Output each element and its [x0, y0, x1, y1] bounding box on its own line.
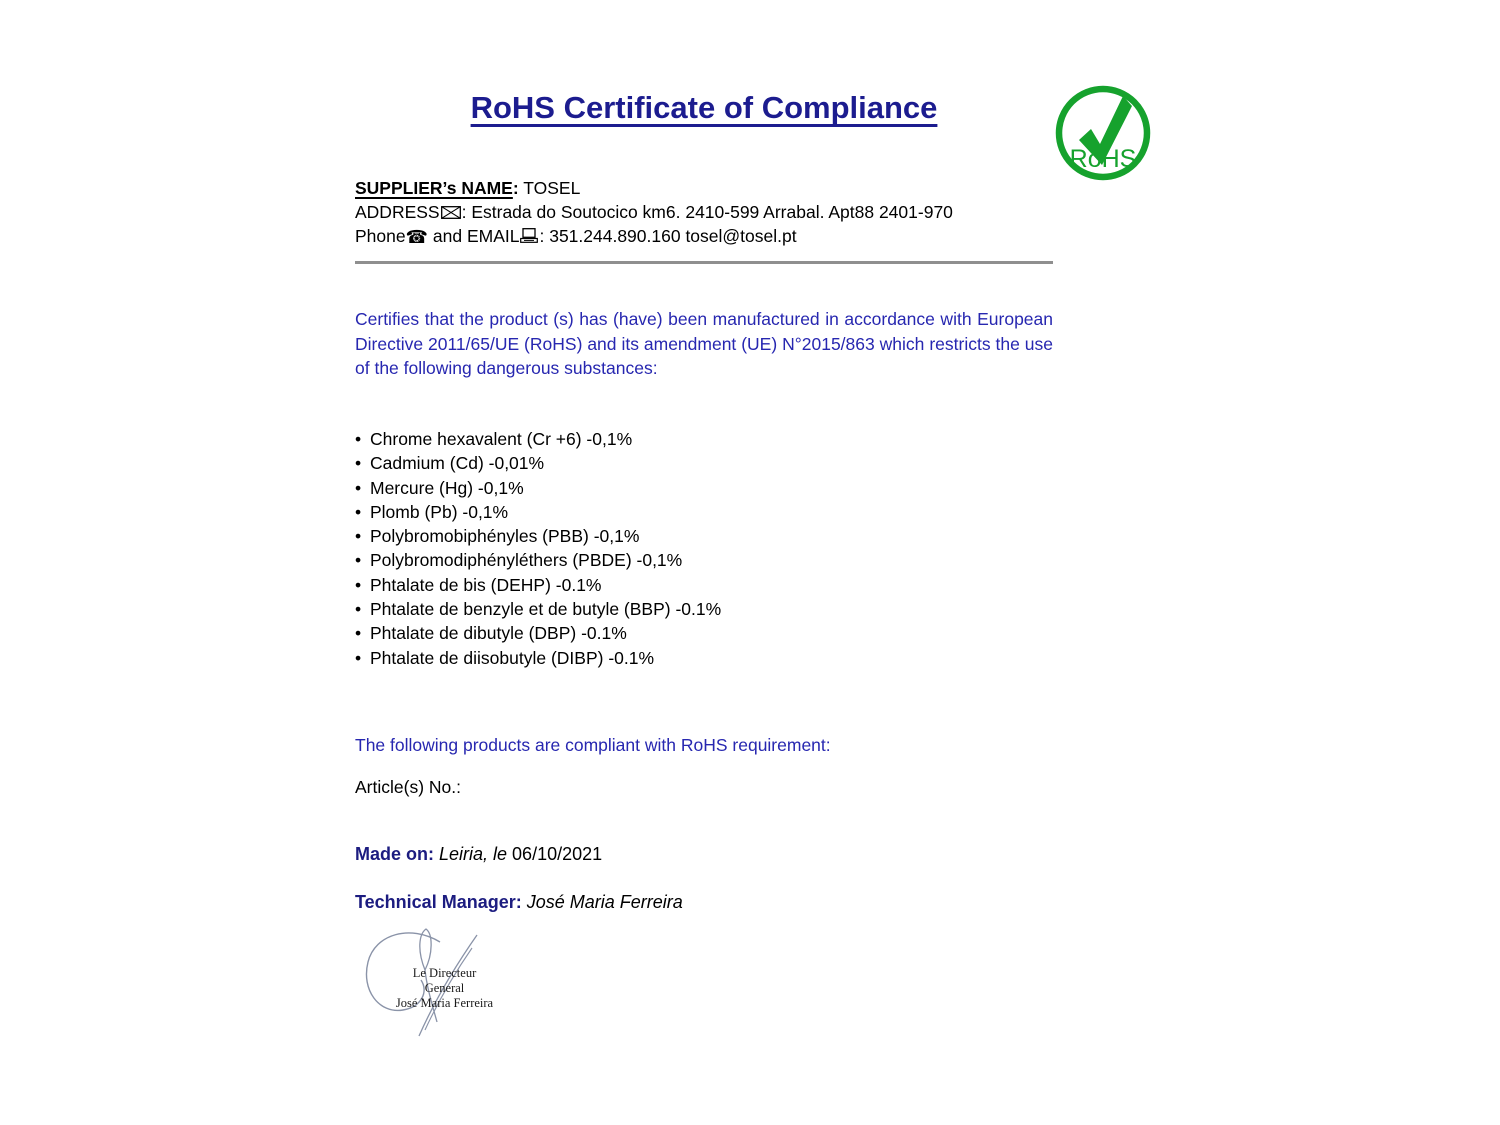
- substance-item: • Polybromodiphényléthers (PBDE) -0,1%: [355, 548, 1053, 572]
- signature-line2: José Maria Ferreira: [395, 996, 494, 1010]
- certification-statement: Certifies that the product (s) has (have) been manufactured in accordance with European Directive 2011/65/UE (RoHS) and its amendment (UE) N°2015/863 which restricts the use of the following dangerous substances:: [355, 309, 1053, 378]
- supplier-name-label: SUPPLIER’s NAME: [355, 178, 513, 198]
- signature-text: [392, 966, 497, 1011]
- page-title-text: RoHS Certificate of Compliance: [470, 90, 938, 125]
- substance-item: • Chrome hexavalent (Cr +6) -0,1%: [355, 427, 1053, 451]
- phone-label: Phone: [355, 226, 406, 246]
- substances-list: [355, 427, 1053, 670]
- substance-item: • Phtalate de diisobutyle (DIBP) -0.1%: [355, 646, 1053, 670]
- substance-item: • Mercure (Hg) -0,1%: [355, 476, 1053, 500]
- page-title: [355, 88, 1053, 128]
- substance-item: • Phtalate de benzyle et de butyle (BBP) -0.1%: [355, 597, 1053, 621]
- technical-manager-name: José Maria Ferreira: [521, 892, 683, 912]
- phone-icon: ☎: [405, 227, 429, 248]
- substance-item: • Plomb (Pb) -0,1%: [355, 500, 1053, 524]
- address-label: ADDRESS: [355, 202, 440, 222]
- supplier-block: [355, 176, 1053, 248]
- technical-manager-label: Technical Manager:: [355, 892, 522, 912]
- supplier-address-line: [355, 200, 1053, 224]
- technical-manager-line: [355, 892, 683, 913]
- contact-value: : 351.244.890.160 tosel@tosel.pt: [539, 226, 797, 246]
- substance-item: • Phtalate de bis (DEHP) -0.1%: [355, 573, 1053, 597]
- made-on-date: 06/10/2021: [512, 844, 603, 864]
- articles-label: Article(s) No.:: [355, 777, 461, 797]
- email-label: and EMAIL: [428, 226, 520, 246]
- substance-item: • Cadmium (Cd) -0,01%: [355, 451, 1053, 475]
- address-value: : Estrada do Soutocico km6. 2410-599 Arrabal. Apt88 2401-970: [461, 202, 953, 222]
- envelope-icon: [441, 206, 461, 219]
- supplier-name-colon: :: [512, 178, 519, 198]
- supplier-name-line: [355, 176, 1053, 200]
- logo-text: RoHS: [1069, 145, 1137, 173]
- supplier-contact-line: [355, 224, 1053, 248]
- supplier-name-value: TOSEL: [518, 178, 581, 198]
- horizontal-divider: [355, 261, 1053, 264]
- substance-item: • Polybromobiphényles (PBB) -0,1%: [355, 524, 1053, 548]
- rohs-logo: [1053, 83, 1153, 183]
- signature-line1: Le Directeur General: [412, 966, 477, 995]
- made-on-label: Made on:: [355, 844, 434, 864]
- substance-item: • Phtalate de dibutyle (DBP) -0.1%: [355, 621, 1053, 645]
- made-on-line: [355, 844, 602, 865]
- computer-icon: [520, 228, 538, 243]
- compliance-line: The following products are compliant with RoHS requirement:: [355, 735, 831, 755]
- made-on-place: Leiria, le: [434, 844, 513, 864]
